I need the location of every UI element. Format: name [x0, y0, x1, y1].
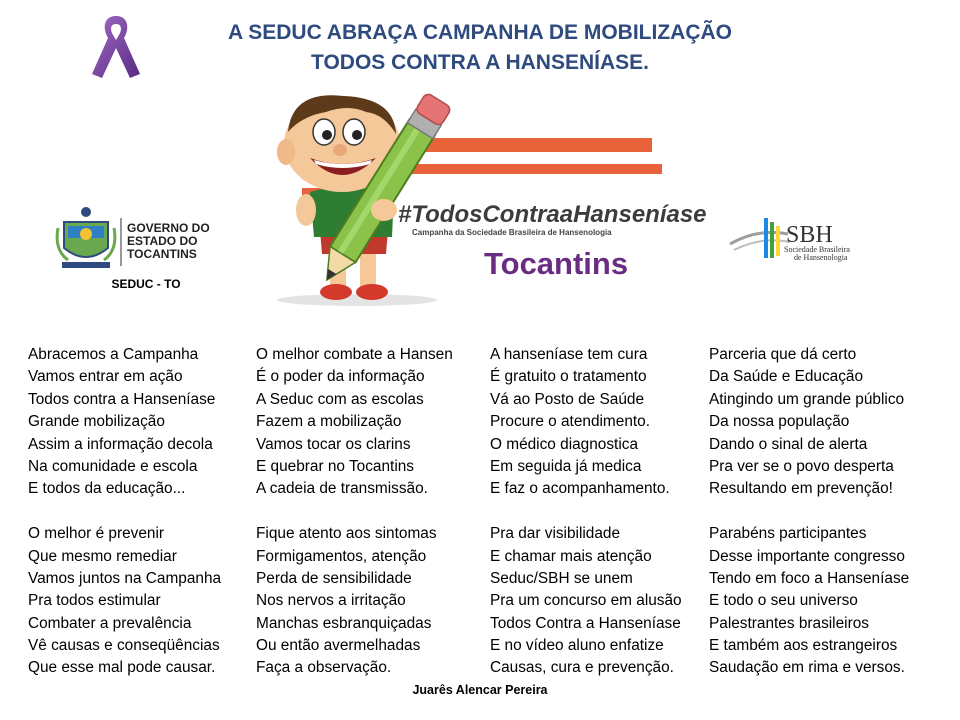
- poem-line: Em seguida já medica: [490, 457, 642, 475]
- poem-line: Fazem a mobilização: [256, 413, 402, 431]
- seduc-caption: SEDUC - TO: [111, 277, 181, 291]
- gov-line-1: GOVERNO DO: [127, 221, 210, 235]
- poem-line: Nos nervos a irritação: [256, 592, 406, 610]
- poem-line: Vê causas e conseqüências: [28, 637, 220, 655]
- banner-region: Tocantins: [484, 246, 629, 281]
- poem-line: Todos contra a Hanseníase: [28, 390, 216, 408]
- poem-line: Pra todos estimular: [28, 592, 161, 610]
- sbh-logo: [728, 214, 878, 264]
- poem-line: E também aos estrangeiros: [709, 637, 898, 655]
- poem-line: E todo o seu universo: [709, 592, 858, 610]
- title-line-2: TODOS CONTRA A HANSENÍASE.: [311, 51, 649, 74]
- poem-line: Abracemos a Campanha: [28, 346, 199, 363]
- poem-line: Resultando em prevenção!: [709, 480, 893, 498]
- poem-line: Ou então avermelhadas: [256, 637, 421, 655]
- poem-column-3: [490, 344, 682, 680]
- poem-line: Parabéns participantes: [709, 525, 867, 543]
- poem-line: Que mesmo remediar: [28, 547, 177, 565]
- campaign-banner: [262, 92, 707, 308]
- poem-line: O melhor é prevenir: [28, 525, 165, 543]
- poem-line: O médico diagnostica: [490, 435, 638, 453]
- poem-line: Tendo em foco a Hanseníase: [709, 569, 910, 587]
- poem-line: E faz o acompanhamento.: [490, 480, 670, 498]
- poem-line: A hanseníase tem cura: [490, 346, 648, 363]
- poem-line: Palestrantes brasileiros: [709, 614, 869, 632]
- poem-line: É o poder da informação: [256, 368, 425, 386]
- stanza-gap: [490, 501, 682, 523]
- poem-line: Parceria que dá certo: [709, 346, 857, 363]
- poem-line: Pra dar visibilidade: [490, 525, 621, 543]
- poem-line: Vá ao Posto de Saúde: [490, 390, 645, 408]
- poem-line: Saudação em rima e versos.: [709, 659, 905, 677]
- poem-line: E quebrar no Tocantins: [256, 457, 415, 475]
- poem-line: Formigamentos, atenção: [256, 547, 427, 565]
- stanza-gap: [256, 501, 453, 523]
- poem-line: A cadeia de transmissão.: [256, 480, 428, 498]
- poem-line: Da Saúde e Educação: [709, 368, 864, 386]
- poem-column-1: [28, 344, 221, 680]
- poem-line: Seduc/SBH se unem: [490, 569, 633, 587]
- poem-line: Desse importante congresso: [709, 547, 905, 565]
- poem-line: Faça a observação.: [256, 659, 392, 677]
- state-coat-of-arms-icon: [57, 207, 115, 268]
- poem-line: Perda de sensibilidade: [256, 569, 412, 587]
- gov-line-3: TOCANTINS: [127, 247, 197, 261]
- poem-line: Vamos juntos na Campanha: [28, 569, 222, 587]
- poem-line: A Seduc com as escolas: [256, 390, 424, 408]
- poem-line: O melhor combate a Hansen: [256, 346, 453, 363]
- government-name: [127, 222, 210, 261]
- sbh-line-1: Sociedade Brasileira: [784, 245, 850, 254]
- poem-line: Atingindo um grande público: [709, 390, 905, 408]
- poem-line: É gratuito o tratamento: [490, 368, 647, 386]
- poem-line: Da nossa população: [709, 413, 850, 431]
- poem-line: Pra ver se o povo desperta: [709, 457, 894, 475]
- poem-line: Grande mobilização: [28, 413, 165, 431]
- poem-column-4: [709, 344, 909, 680]
- poem-line: E todos da educação...: [28, 480, 186, 498]
- poem-line: Combater a prevalência: [28, 614, 192, 632]
- poem-line: Vamos tocar os clarins: [256, 435, 411, 453]
- poem-line: Todos Contra a Hanseníase: [490, 614, 681, 632]
- banner-hashtag: #TodosContraaHanseníase: [398, 201, 707, 228]
- page-title: [160, 18, 800, 78]
- poem-line: Assim a informação decola: [28, 435, 213, 453]
- purple-ribbon-icon: [88, 12, 144, 82]
- poem-line: E no vídeo aluno enfatize: [490, 637, 664, 655]
- poem-line: Dando o sinal de alerta: [709, 435, 868, 453]
- stanza-gap: [28, 501, 221, 523]
- poem-line: Causas, cura e prevenção.: [490, 659, 674, 677]
- sbh-swoosh-icon: [730, 218, 790, 258]
- banner-subtitle: Campanha da Sociedade Brasileira de Hansenologia: [412, 228, 612, 237]
- poem-line: Fique atento aos sintomas: [256, 525, 437, 543]
- stanza-gap: [709, 501, 909, 523]
- title-line-1: A SEDUC ABRAÇA CAMPANHA DE MOBILIZAÇÃO: [228, 21, 732, 44]
- gov-line-2: ESTADO DO: [127, 234, 198, 248]
- poem-line: Manchas esbranquiçadas: [256, 614, 432, 632]
- sbh-abbr: SBH: [786, 222, 833, 248]
- poem-line: Na comunidade e escola: [28, 457, 198, 475]
- poem-line: E chamar mais atenção: [490, 547, 652, 565]
- poem-line: Que esse mal pode causar.: [28, 659, 216, 677]
- poem-line: Vamos entrar em ação: [28, 368, 183, 386]
- poem-line: Procure o atendimento.: [490, 413, 650, 431]
- poem-column-2: [256, 344, 453, 680]
- sbh-line-2: de Hansenologia: [794, 253, 848, 262]
- author-name: Juarês Alencar Pereira: [412, 683, 548, 697]
- poem-line: Pra um concurso em alusão: [490, 592, 682, 610]
